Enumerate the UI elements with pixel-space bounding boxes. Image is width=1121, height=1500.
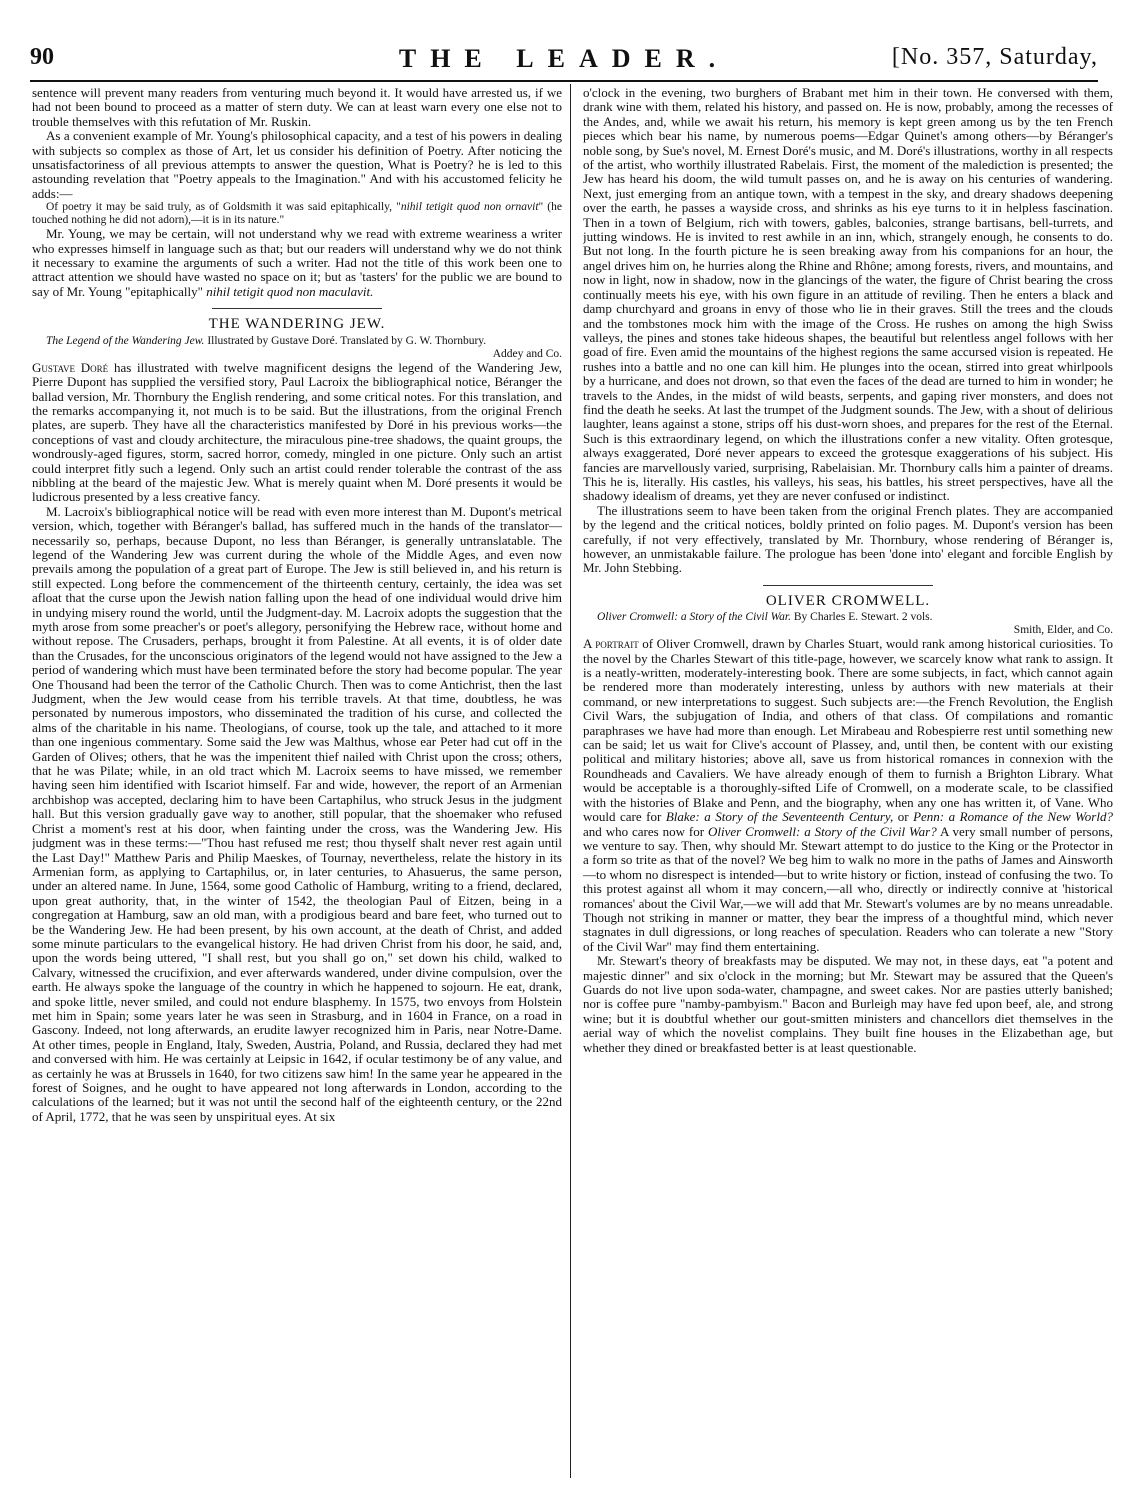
section-title-wandering-jew: THE WANDERING JEW. [208, 316, 386, 333]
section-title-oliver-cromwell: OLIVER CROMWELL. [765, 592, 931, 609]
newspaper-title: THE LEADER. [398, 44, 730, 73]
page-number: 90 [30, 44, 54, 70]
section-rule [763, 585, 933, 586]
paragraph: Mr. Stewart's theory of breakfasts may be disputed. We may not, in these days, eat "a potent and majestic dinner" and six o'clock in the morning; but Mr. Stewart may be assured that the Queen's Guards do not live upon soda-water, champagne, and sweet cakes. Nor are pasties utterly banished; nor is coffee pure "namby-pambyism." Bacon and Burleigh may have fed upon beef, ale, and strong wine; but it is doubtful whether our gout-smitten ministers and chancellors diet themselves in the aerial way of which the novelist complains. They built fine houses in the Elizabethan age, but whether they dined or breakfasted better is at least questionable. [583, 953, 1113, 1055]
issue-info: [No. 357, Saturday, [891, 44, 1098, 70]
block-quote: Of poetry it may be said truly, as of Goldsmith it was said epitaphically, "nihil tetigit quod non ornavit" (he touched nothing he did not adorn),—it is in its nature." [32, 201, 562, 227]
book-citation: Oliver Cromwell: a Story of the Civil War. By Charles E. Stewart. 2 vols. [597, 611, 933, 624]
paragraph: As a convenient example of Mr. Young's philosophical capacity, and a test of his powers in dealing with subjects so complex as those of Art, let us consider his definition of Poetry. After noticing the unsatisfactoriness of all previous attempts to answer the question, What is Poetry? he is led to this astounding revelation that "Poetry appeals to the Imagination." And with his accustomed felicity he adds:— [32, 128, 562, 201]
book-citation: The Legend of the Wandering Jew. Illustrated by Gustave Doré. Translated by G. W. Thornbury. Addey and Co. [46, 334, 562, 360]
book-publisher: Smith, Elder, and Co. [1013, 624, 1113, 637]
paragraph: sentence will prevent many readers from venturing much beyond it. It would have arrested us, if we had not been bound to proceed as a matter of stern duty. We can at least warn every one else not to trouble themselves with this refutation of Mr. Ruskin. [32, 86, 562, 129]
paragraph: o'clock in the evening, two burghers of Brabant met him in their town. He conversed with them, drank wine with them, related his history, and passed on. He is now, probably, among the recesses of the Andes, and, while we await his return, his memory is kept green among us by the ten French pieces which bear his name, by numerous poems—Edgar Quinet's among others—by Béranger's noble song, by Sue's novel, M. Ernest Doré's music, and M. Doré's illustrations, worthy in all respects of the artist, who worthily illustrated Rabelais. First, the moment of the malediction is presented; the Jew has heard his doom, the wild tumult passes on, and he is away on his centuries of wandering. Next, just emerging from an antique town, with a tempest in the sky, and dreary shadows deepening over the earth, he passes a wayside cross, and shrinks as his eye turns to it in helpless fascination. Then in a town of Belgium, rich with towers, gables, balconies, strange bartisans, bell-turrets, and jutting windows. He is invited to rest awhile in an inn, which, strangely enough, he consents to do. But not long. In the fourth picture he is seen breaking away from his companions for an hour, the angel drives him on, he hurries along the Rhine and Rhône; among forests, rivers, and mountains, and now in light, now in shadow, now in the glancings of the water, the figure of Christ bearing the cross continually meets his eye, with his own figure in an attitude of reviling. Then he enters a black and damp churchyard and groans in envy of those who lie in their graves. Still the trees and the clouds and the tombstones mock him with the image of the Cross. He rushes on among the high Swiss valleys, the pines and stones take hideous shapes, the beautiful but relentless angel follows with her goad of fire. Even amid the mountains of the highest regions the same accursed vision is repeated. He rushes into a battle and no one can kill him. He plunges into the ocean, stirred into great whirlpools by a hurricane, and does not drown, so that even the faces of the dead are turned to him in wonder; he travels to the Andes, in the midst of wild beasts, serpents, and gaping river monsters, and does not find the death he seeks. At last the trumpet of the Judgment sounds. The Jew, with a shout of delirious laughter, leans against a stone, strips off his dust-worn shoes, and prepares for the rest of the Eternal. Such is this extraordinary legend, on which the illustrations confer a new vitality. Often grotesque, always exaggerated, Doré never appears to exceed the grotesque exaggerations of his subject. His fancies are marvellously varied, surprising, Rabelaisian. Mr. Thornbury calls him a painter of dreams. This he is, literally. His castles, his valleys, his seas, his battles, his street perspectives, have all the shadowy idealism of dreams, yet they are never confused or indistinct. [583, 86, 1113, 504]
paragraph: M. Lacroix's bibliographical notice will be read with even more interest than M. Dupont's metrical version, which, together with Béranger's ballad, has suffered much in the hands of the translator—necessarily so, perhaps, because Dupont, no less than Béranger, is generally untranslatable. The legend of the Wandering Jew was current during the whole of the Middle Ages, and even now prevails among the population of a great part of Europe. The Jew is still believed in, and his return is still expected. Long before the commencement of the thirteenth century, certainly, the idea was set afloat that the curse upon the Jewish nation falling upon the head of one individual would drive him in undying misery round the world, until the Judgment-day. M. Lacroix adopts the suggestion that the myth arose from some preacher's or poet's allegory, personifying the Hebrew race, without home and without repose. The Crusaders, perhaps, brought it from Palestine. At all events, it is of older date than the Crusades, for the unconscious originators of the legend would not have assigned to the Jew a period of wandering which must have been terminated before the story had become popular. The year One Thousand had been the terror of the Catholic Church. Then was to come Antichrist, then the last Judgment, when the Jew would cease from his terrible travels. At that time, doubtless, he was personated by numerous impostors, who disseminated the tradition of his curse, and collected the alms of the charitable in his name. Theologians, of course, took up the tale, and attached to it more than one ingenious commentary. Some said the Jew was Malthus, whose ear Peter had cut off in the Garden of Olives; others, that he was the impenitent thief nailed with Christ upon the cross; others, that he was Pilate; while, in an old tract which M. Lacroix seems to have missed, we remember having seen him identified with Iscariot himself. Far and wide, however, the report of an Armenian archbishop was accepted, declaring him to have been Cartaphilus, who struck Jesus in the judgment hall. But this version gradually gave way to another, still popular, that the shoemaker who refused Christ a moment's rest at his door, when fainting under the cross, was the Wandering Jew. His judgment was in these terms:—"Thou hast refused me rest; thou thyself shalt never rest again until the Last Day!" Matthew Paris and Philip Maeskes, of Tournay, nevertheless, relate the history in its Armenian form, as applying to Cartaphilus, or, in later centuries, to Ahasuerus, the same person, under an altered name. In June, 1564, some good Catholic of Hamburg, writing to a friend, declared, upon great authority, that, in the winter of 1542, the theologian Paul of Eitzen, being in a congregation at Hamburg, saw an old man, with a prodigious beard and bare feet, who turned out to be the Wandering Jew. He had been present, by his own account, at the death of Christ, and added some minute particulars to the evangelical history. He had driven Christ from his door, he said, and, upon the words being uttered, "I shall rest, but you shall go on," set down his child, walked to Calvary, witnessed the crucifixion, and ever afterwards wandered, under divine compulsion, over the earth. He always spoke the language of the country in which he happened to sojourn. He eat, drank, and spoke little, never smiled, and could not endure blasphemy. In 1575, two envoys from Holstein met him in Spain; some years later he was seen in Strasburg, and in 1604 in France, on a road in Gascony. Indeed, not long afterwards, an erudite lawyer recognized him in Paris, near Notre-Dame. At other times, people in England, Italy, Sweden, Austria, Poland, and Russia, declared they had met and conversed with him. He was certainly at Leipsic in 1642, if ocular testimony be of any value, and as certainly he was at Brussels in 1640, for two citizens saw him! In the same year he appeared in the forest of Soignes, and he ought to have appeared not long afterwards in London, according to the calculations of the learned; but it was not until the second half of the eighteenth century, or the 22nd of April, 1772, that he was seen by unspiritual eyes. At six [32, 503, 562, 1124]
section-rule [212, 308, 382, 309]
column-divider [570, 84, 571, 1478]
left-column [32, 86, 562, 1478]
paragraph: The illustrations seem to have been taken from the original French plates. They are accompanied by the legend and the critical notices, boldly printed on folio pages. M. Dupont's version has been carefully, if not very effectively, translated by Mr. Thornbury, whose rendering of Béranger is, however, an unmistakable failure. The prologue has been 'done into' elegant and forcible English by Mr. John Stebbing. [583, 502, 1113, 576]
paragraph: Gustave Doré has illustrated with twelve magnificent designs the legend of the Wandering Jew, Pierre Dupont has supplied the versified story, Paul Lacroix the bibliographical notice, Béranger the ballad version, Mr. Thornbury the English rendering, and some critical notes. For this translation, and the remarks accompanying it, not much is to be said. But the illustrations, from the original French plates, are superb. They have all the characteristics manifested by Doré in his previous works—the conceptions of vast and cloudy architecture, the miraculous pine-tree shadows, the quaint groups, the wondrously-aged figures, storm, sacred horror, comedy, mingled in one picture. Only such an artist could interpret fitly such a legend. Only such an artist could render tolerable the contrast of the ass nibbling at the beard of the majestic Jew. What is merely quaint when M. Doré presents it would be ludicrous presented by a less creative fancy. [32, 359, 562, 505]
paragraph: Mr. Young, we may be certain, will not understand why we read with extreme weariness a writer who expresses himself in language such as that; but our readers will understand why we do not think it necessary to examine the arguments of such a writer. Had not the title of this work been one to attract attention we should have wasted no space on it; but as 'tasters' for the public we are bound to say of Mr. Young "epitaphically" nihil tetigit quod non maculavit. [32, 226, 562, 299]
masthead [30, 36, 1098, 76]
paragraph: A portrait of Oliver Cromwell, drawn by Charles Stuart, would rank among historical curiosities. To the novel by the Charles Stewart of this title-page, however, we scarcely know what rank to assign. It is a neatly-written, moderately-interesting book. There are some subjects, in fact, which cannot again be rendered more than moderately interesting, unless by authors with new materials at their command, or new interpretations to suggest. Such subjects are:—the French Revolution, the English Civil Wars, the subjugation of India, and others of that class. Of compilations and romantic paraphrases we have had more than enough. Let Mirabeau and Robespierre rest until something new can be said; let us wait for Clive's account of Plassey, and, until then, be content with our existing political and military histories; above all, save us from historical romances in connexion with the Roundheads and Cavaliers. We have already enough of them to furnish a Brighton Library. What would be acceptable is a thoroughly-sifted Life of Cromwell, on a moderate scale, to be classified with the histories of Blake and Penn, and the biography, when any one has written it, of Vane. Who would care for Blake: a Story of the Seventeenth Century, or Penn: a Romance of the New World? and who cares now for Oliver Cromwell: a Story of the Civil War? A very small number of persons, we venture to say. Then, why should Mr. Stewart attempt to do justice to the King or the Protector in a form so trite as that of the novel? We beg him to walk no more in the paths of James and Ainsworth—to whom no disrespect is intended—but to write history or fiction, instead of confusing the two. To this protest against all whom it may concern,—all who, directly or indirectly connive at 'historical romances' about the Civil War,—we will add that Mr. Stewart's volumes are by no means unreadable. Though not striking in manner or matter, they bear the impress of a thoughtful mind, which never stagnates in dull digressions, or long reaches of speculation. Readers who can tolerate a new "Story of the Civil War" may find them entertaining. [583, 636, 1113, 954]
right-column [583, 86, 1113, 1478]
header-rule [30, 80, 1098, 82]
